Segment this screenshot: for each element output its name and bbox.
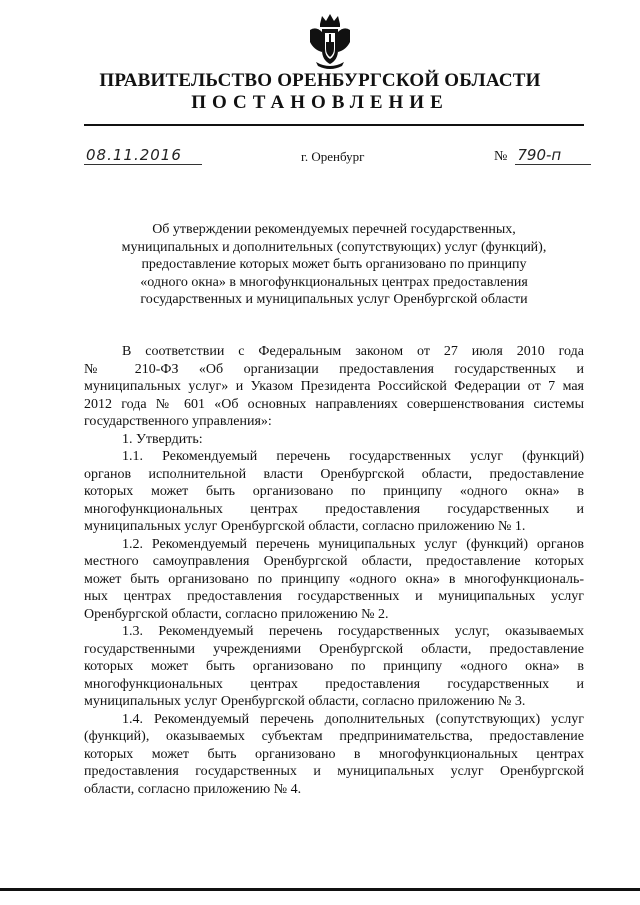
body-line: государственными учреждениями Оренбургской области, предоставление [84,641,584,657]
body-line: муниципальных услуг» и Указом Президента Российской Федерации от 7 мая [84,379,584,394]
document-number [494,146,591,165]
subject-line: муниципальных и дополнительных (сопутствующих) услуг (функций), [121,239,547,255]
body-line: 1.3. Рекомендуемый перечень государственных услуг, оказываемых [122,624,584,639]
body-line: ных центрах предоставления государственных и муниципальных услуг [84,589,584,604]
body-line: (функций), оказываемых субъектам предпринимательства, предоставление [84,729,584,744]
body-line: В соответствии с Федеральным законом от 27 июля 2010 года [122,344,584,359]
page-bottom-bar [0,888,640,891]
body-line: 1.4. Рекомендуемый перечень дополнительных (сопутствующих) услуг [122,711,584,727]
body-line: 2012 года № 601 «Об основных направлениях совершенствования системы [84,396,584,412]
document-date: 08.11.2016 [84,146,202,165]
body-line: государственного управления»: [84,414,272,429]
body-line: предоставления государственных и муниципальных услуг Оренбургской [84,764,584,779]
subject-line: Об утверждении рекомендуемых перечней государственных, [152,222,516,237]
body-line: многофункциональных центрах предоставления государственных и [84,501,584,517]
body-line: области, согласно приложению № 4. [84,781,302,797]
document-body [84,343,584,798]
subject-line: предоставление которых может быть организовано по принципу [141,257,527,272]
header-divider [84,124,584,126]
body-line: которых может быть организовано по принципу «одного окна» в [84,659,584,674]
document-subject [84,221,584,309]
coat-of-arms-icon [306,12,354,70]
body-line: № 210-ФЗ «Об организации предоставления государственных и [84,361,584,377]
subject-line: государственных и муниципальных услуг Оренбургской области [140,292,528,307]
body-line: муниципальных услуг Оренбургской области, согласно приложению № 1. [84,519,526,534]
body-line: органов исполнительной власти Оренбургской области, предоставление [84,466,584,482]
number-value: 790-п [515,146,591,165]
body-line: муниципальных услуг Оренбургской области, согласно приложению № 3. [84,694,526,709]
body-line: местного самоуправления Оренбургской области, предоставление которых [84,554,584,569]
body-line: 1.1. Рекомендуемый перечень государственных услуг (функций) [122,449,584,464]
decree-title: ПОСТАНОВЛЕНИЕ [191,92,449,113]
body-line: которых может быть организовано в многофункциональных центрах [84,746,584,762]
body-line: многофункциональных центрах предоставления государственных и [84,676,584,692]
document-meta [0,146,640,170]
body-line: 1. Утвердить: [122,431,203,447]
body-line: 1.2. Рекомендуемый перечень муниципальных услуг (функций) органов [122,536,584,552]
number-label: № [494,149,508,164]
subject-line: «одного окна» в многофункциональных центрах предоставления [140,274,528,290]
body-line: Оренбургской области, согласно приложению № 2. [84,606,389,622]
document-city: г. Оренбург [301,149,365,164]
body-line: которых может быть организовано по принципу «одного окна» в [84,484,584,499]
body-line: может быть организовано по принципу «одного окна» в многофункциональ- [84,571,584,587]
government-title: ПРАВИТЕЛЬСТВО ОРЕНБУРГСКОЙ ОБЛАСТИ [99,70,541,91]
